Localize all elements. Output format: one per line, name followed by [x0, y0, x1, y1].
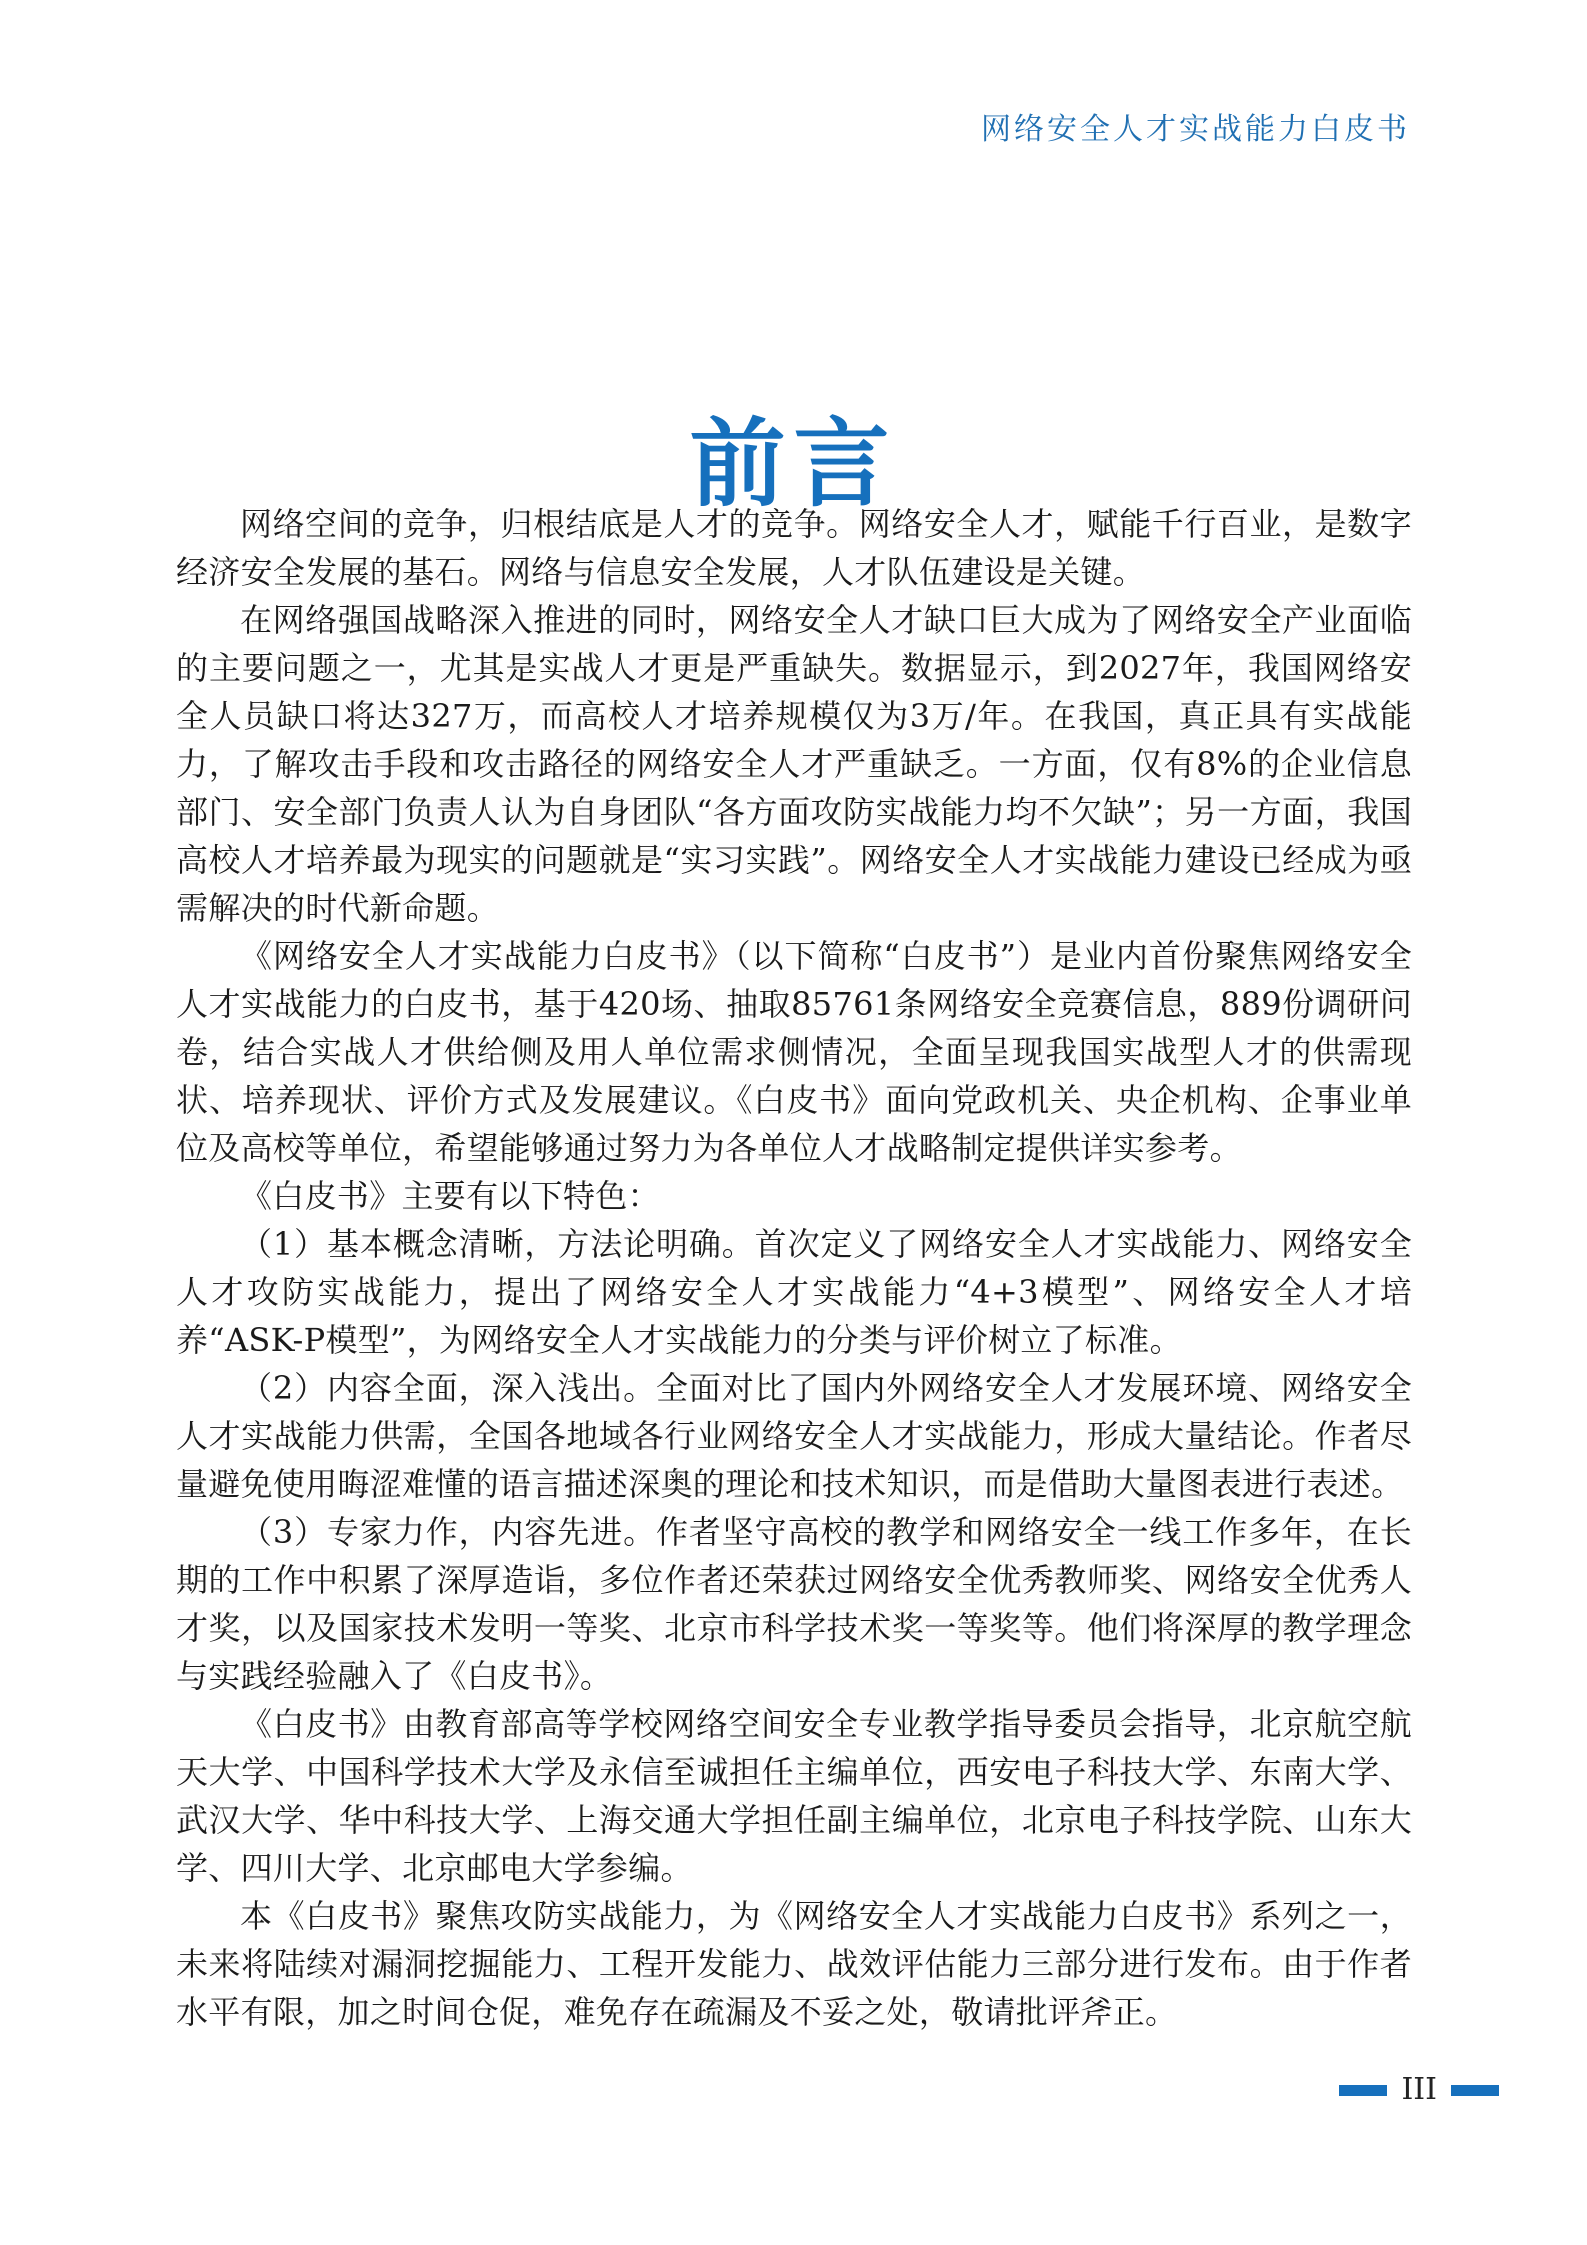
- paragraph: 《网络安全人才实战能力白皮书》（以下简称“白皮书”）是业内首份聚焦网络安全人才实战能力的白皮书，基于420场、抽取85761条网络安全竞赛信息，889份调研问卷，结合实战人才供给侧及用人单位需求侧情况，全面呈现我国实战型人才的供需现状、培养现状、评价方式及发展建议。《白皮书》面向党政机关、央企机构、企事业单位及高校等单位，希望能够通过努力为各单位人才战略制定提供详实参考。: [176, 937, 1412, 1167]
- footer-bar-left: [1339, 2085, 1387, 2096]
- paragraph: （1）基本概念清晰，方法论明确。首次定义了网络安全人才实战能力、网络安全人才攻防实战能力，提出了网络安全人才实战能力“4+3模型”、网络安全人才培养“ASK-P模型”，为网络安全人才实战能力的分类与评价树立了标准。: [176, 1225, 1412, 1359]
- paragraph: 《白皮书》由教育部高等学校网络空间安全专业教学指导委员会指导，北京航空航天大学、中国科学技术大学及永信至诚担任主编单位，西安电子科技大学、东南大学、武汉大学、华中科技大学、上海交通大学担任副主编单位，北京电子科技学院、山东大学、四川大学、北京邮电大学参编。: [176, 1705, 1412, 1887]
- page-footer: [1339, 2072, 1499, 2107]
- page-number: III: [1401, 2072, 1437, 2107]
- paragraph: 在网络强国战略深入推进的同时，网络安全人才缺口巨大成为了网络安全产业面临的主要问题之一，尤其是实战人才更是严重缺失。数据显示，到2027年，我国网络安全人员缺口将达327万，而高校人才培养规模仅为3万/年。在我国，真正具有实战能力，了解攻击手段和攻击路径的网络安全人才严重缺乏。一方面，仅有8%的企业信息部门、安全部门负责人认为自身团队“各方面攻防实战能力均不欠缺”；另一方面，我国高校人才培养最为现实的问题就是“实习实践”。网络安全人才实战能力建设已经成为亟需解决的时代新命题。: [176, 601, 1412, 927]
- preface-body: [176, 500, 1412, 2036]
- paragraph: 网络空间的竞争，归根结底是人才的竞争。网络安全人才，赋能千行百业，是数字经济安全发展的基石。网络与信息安全发展，人才队伍建设是关键。: [176, 505, 1412, 591]
- running-header-title: 网络安全人才实战能力白皮书: [981, 112, 1410, 147]
- footer-bar-right: [1451, 2085, 1499, 2096]
- paragraph: 《白皮书》主要有以下特色：: [240, 1177, 660, 1215]
- paragraph: （2）内容全面，深入浅出。全面对比了国内外网络安全人才发展环境、网络安全人才实战能力供需，全国各地域各行业网络安全人才实战能力，形成大量结论。作者尽量避免使用晦涩难懂的语言描述深奥的理论和技术知识，而是借助大量图表进行表述。: [176, 1369, 1412, 1503]
- paragraph: （3）专家力作，内容先进。作者坚守高校的教学和网络安全一线工作多年，在长期的工作中积累了深厚造诣，多位作者还荣获过网络安全优秀教师奖、网络安全优秀人才奖，以及国家技术发明一等奖、北京市科学技术奖一等奖等。他们将深厚的教学理念与实践经验融入了《白皮书》。: [176, 1513, 1412, 1695]
- paragraph: 本《白皮书》聚焦攻防实战能力，为《网络安全人才实战能力白皮书》系列之一，未来将陆续对漏洞挖掘能力、工程开发能力、战效评估能力三部分进行发布。由于作者水平有限，加之时间仓促，难免存在疏漏及不妥之处，敬请批评斧正。: [176, 1897, 1412, 2031]
- page-title: 前言: [689, 408, 898, 521]
